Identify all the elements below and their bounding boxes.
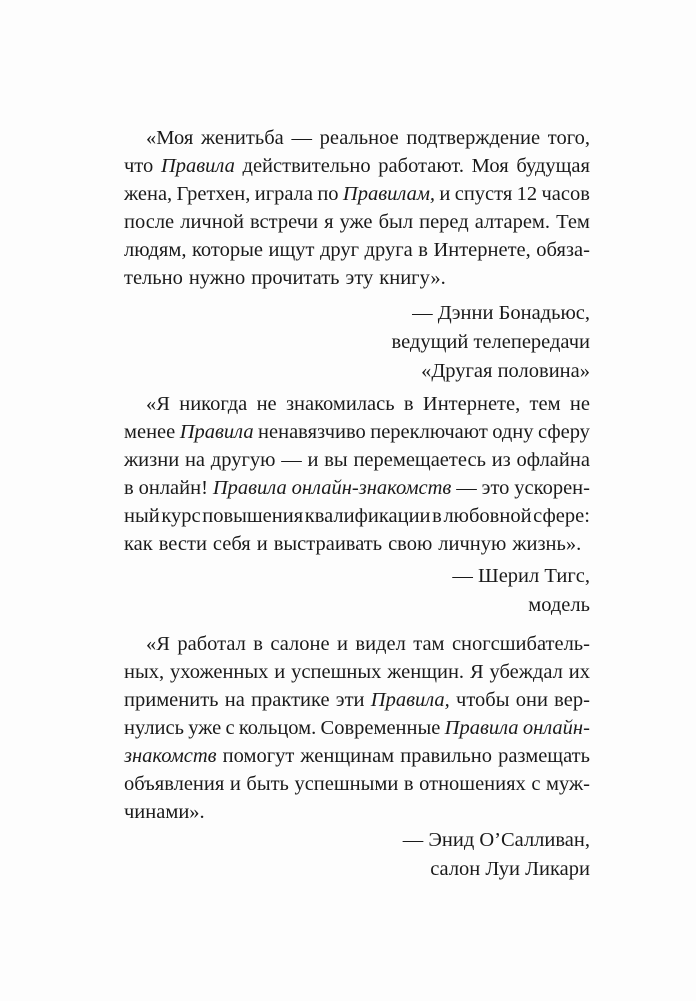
word: выстраивать: [273, 533, 383, 555]
attribution-name: — Дэнни Бонадьюс,: [412, 302, 590, 324]
word: не: [256, 393, 277, 415]
word: их: [568, 661, 590, 683]
word: видел: [355, 633, 406, 655]
word: быть: [246, 773, 289, 795]
word: никогда: [179, 393, 248, 415]
word: подтверждение: [406, 127, 541, 149]
italic-word: Правила: [444, 717, 519, 739]
word: по: [317, 183, 339, 205]
word: свою: [388, 533, 433, 555]
word: нужно: [188, 267, 246, 289]
text-line: [124, 686, 590, 714]
word: которые: [191, 239, 263, 261]
word: женщин.: [387, 661, 465, 683]
word: ненавязчиво: [258, 421, 366, 443]
attribution-role: «Другая половина»: [421, 360, 590, 382]
word: тельно: [124, 267, 183, 289]
word: Я: [469, 661, 484, 683]
word: офлайна: [516, 449, 590, 471]
word: людям,: [124, 239, 187, 261]
text-line: [124, 446, 590, 474]
word: в: [432, 505, 442, 527]
word: и: [229, 773, 241, 795]
word: менее: [124, 421, 176, 443]
word: прочитать: [251, 267, 340, 289]
word: реальное: [319, 127, 399, 149]
text-line: [124, 390, 590, 418]
italic-word: онлайн-: [522, 717, 590, 739]
italic-word: Правила: [212, 477, 287, 499]
word: работал: [177, 633, 246, 655]
word: с: [225, 717, 235, 739]
quote-attribution: [452, 562, 590, 620]
word: ищут: [268, 239, 315, 261]
attribution-role: салон Луи Ликари: [430, 858, 590, 880]
word: повышения: [202, 505, 304, 527]
word: после: [124, 211, 175, 233]
quote-attribution: [392, 299, 590, 386]
word: чинами».: [124, 801, 205, 823]
word: убеждал: [489, 661, 563, 683]
word: это: [481, 477, 510, 499]
word: чтобы: [456, 689, 510, 711]
attribution-role: модель: [528, 594, 590, 616]
word: сногсшибатель-: [451, 633, 590, 655]
word: вер-: [554, 689, 590, 711]
word: Интернете,: [433, 239, 531, 261]
word: помогут: [222, 745, 295, 767]
word: ных,: [124, 661, 165, 683]
word: алтарем.: [474, 211, 551, 233]
text-line: [124, 502, 590, 530]
word: они: [515, 689, 548, 711]
word: был: [378, 211, 414, 233]
word: Современные: [320, 717, 441, 739]
word: одну: [492, 421, 534, 443]
word: салоне: [270, 633, 330, 655]
italic-word: Правила: [160, 155, 235, 177]
word: —: [281, 449, 302, 471]
word: работают.: [378, 155, 464, 177]
word: муж-: [546, 773, 590, 795]
word: себя: [212, 533, 251, 555]
word: будущая: [516, 155, 590, 177]
word: в: [403, 393, 414, 415]
word: —: [291, 127, 312, 149]
word: эту: [345, 267, 374, 289]
word: онлайн!: [138, 477, 208, 499]
word: тем: [529, 393, 561, 415]
word: часов: [541, 183, 590, 205]
word: и: [256, 533, 268, 555]
word: я: [324, 211, 334, 233]
word: в: [124, 477, 134, 499]
word: отношениях: [419, 773, 526, 795]
word: и: [307, 449, 319, 471]
word: действительно: [242, 155, 371, 177]
text-line: [124, 770, 590, 798]
text-line: [124, 208, 590, 236]
word: другую: [210, 449, 276, 471]
text-line: [124, 714, 590, 742]
word: ный: [124, 505, 160, 527]
attribution-role: ведущий телепередачи: [391, 331, 590, 353]
word: успешными: [294, 773, 399, 795]
word: ускорен-: [514, 477, 590, 499]
word: любовной: [443, 505, 532, 527]
word: встречи: [250, 211, 318, 233]
text-line: [124, 742, 590, 770]
word: сферу: [537, 421, 590, 443]
word: на: [224, 689, 245, 711]
word: знакомилась: [285, 393, 395, 415]
text-line: [124, 630, 590, 658]
word: на: [184, 449, 206, 471]
word: женщинам: [300, 745, 395, 767]
word: книгу».: [379, 267, 446, 289]
word: «Моя: [146, 127, 194, 149]
word: жена,: [124, 183, 173, 205]
text-line: [124, 474, 590, 502]
italic-word: Правила: [179, 421, 254, 443]
word: и: [336, 633, 348, 655]
quote-text: [124, 390, 590, 558]
word: «Я: [146, 633, 170, 655]
italic-word: онлайн-знакомств: [291, 477, 452, 499]
attribution-name: — Шерил Тигс,: [452, 565, 590, 587]
word: в: [403, 773, 414, 795]
word: и: [274, 661, 286, 683]
word: применить: [124, 689, 219, 711]
word: сфере:: [533, 505, 590, 527]
word: правильно: [400, 745, 492, 767]
italic-word: знакомств: [124, 745, 217, 767]
word: в: [253, 633, 263, 655]
word: нулись: [124, 717, 184, 739]
word: переключают: [370, 421, 488, 443]
word: жизнь».: [512, 533, 582, 555]
word: того,: [547, 127, 590, 149]
word: перемещаетесь: [353, 449, 486, 471]
word: из: [491, 449, 511, 471]
word: жизни: [124, 449, 180, 471]
word: и: [439, 183, 451, 205]
word: 12: [516, 183, 538, 205]
quote-text: [124, 124, 590, 292]
word: личную: [438, 533, 507, 555]
word: эти: [335, 689, 365, 711]
word: уже: [188, 717, 222, 739]
text-line: [124, 236, 590, 264]
italic-word: Правилам,: [342, 183, 436, 205]
word: не: [569, 393, 590, 415]
word: Гретхен,: [176, 183, 251, 205]
word: ухоженных: [170, 661, 269, 683]
word: женитьба: [200, 127, 284, 149]
word: в: [418, 239, 428, 261]
word: —: [456, 477, 477, 499]
text-line: [124, 264, 590, 292]
text-line: [124, 658, 590, 686]
word: там: [413, 633, 445, 655]
text-line: [124, 530, 590, 558]
text-line: [124, 180, 590, 208]
word: объявления: [124, 773, 225, 795]
quote-attribution: [403, 826, 590, 884]
word: «Я: [146, 393, 170, 415]
text-line: [124, 418, 590, 446]
word: друг: [319, 239, 360, 261]
word: Тем: [556, 211, 590, 233]
word: как: [124, 533, 153, 555]
text-line: [124, 798, 590, 826]
word: кольцом.: [238, 717, 317, 739]
word: спустя: [454, 183, 513, 205]
word: успешных: [291, 661, 382, 683]
word: обяза-: [536, 239, 590, 261]
word: личной: [180, 211, 244, 233]
text-line: [124, 152, 590, 180]
word: квалификации: [304, 505, 431, 527]
word: курс: [161, 505, 201, 527]
italic-word: Правила,: [370, 689, 450, 711]
word: играла: [254, 183, 313, 205]
word: Интернете,: [422, 393, 521, 415]
word: вы: [324, 449, 348, 471]
word: с: [531, 773, 541, 795]
quote-text: [124, 630, 590, 826]
word: перед: [419, 211, 469, 233]
text-line: [124, 124, 590, 152]
word: друга: [364, 239, 413, 261]
word: Моя: [471, 155, 509, 177]
word: размещать: [498, 745, 590, 767]
attribution-name: — Энид О’Салливан,: [402, 829, 590, 851]
word: уже: [339, 211, 373, 233]
word: практике: [251, 689, 330, 711]
word: что: [124, 155, 154, 177]
word: вести: [158, 533, 207, 555]
